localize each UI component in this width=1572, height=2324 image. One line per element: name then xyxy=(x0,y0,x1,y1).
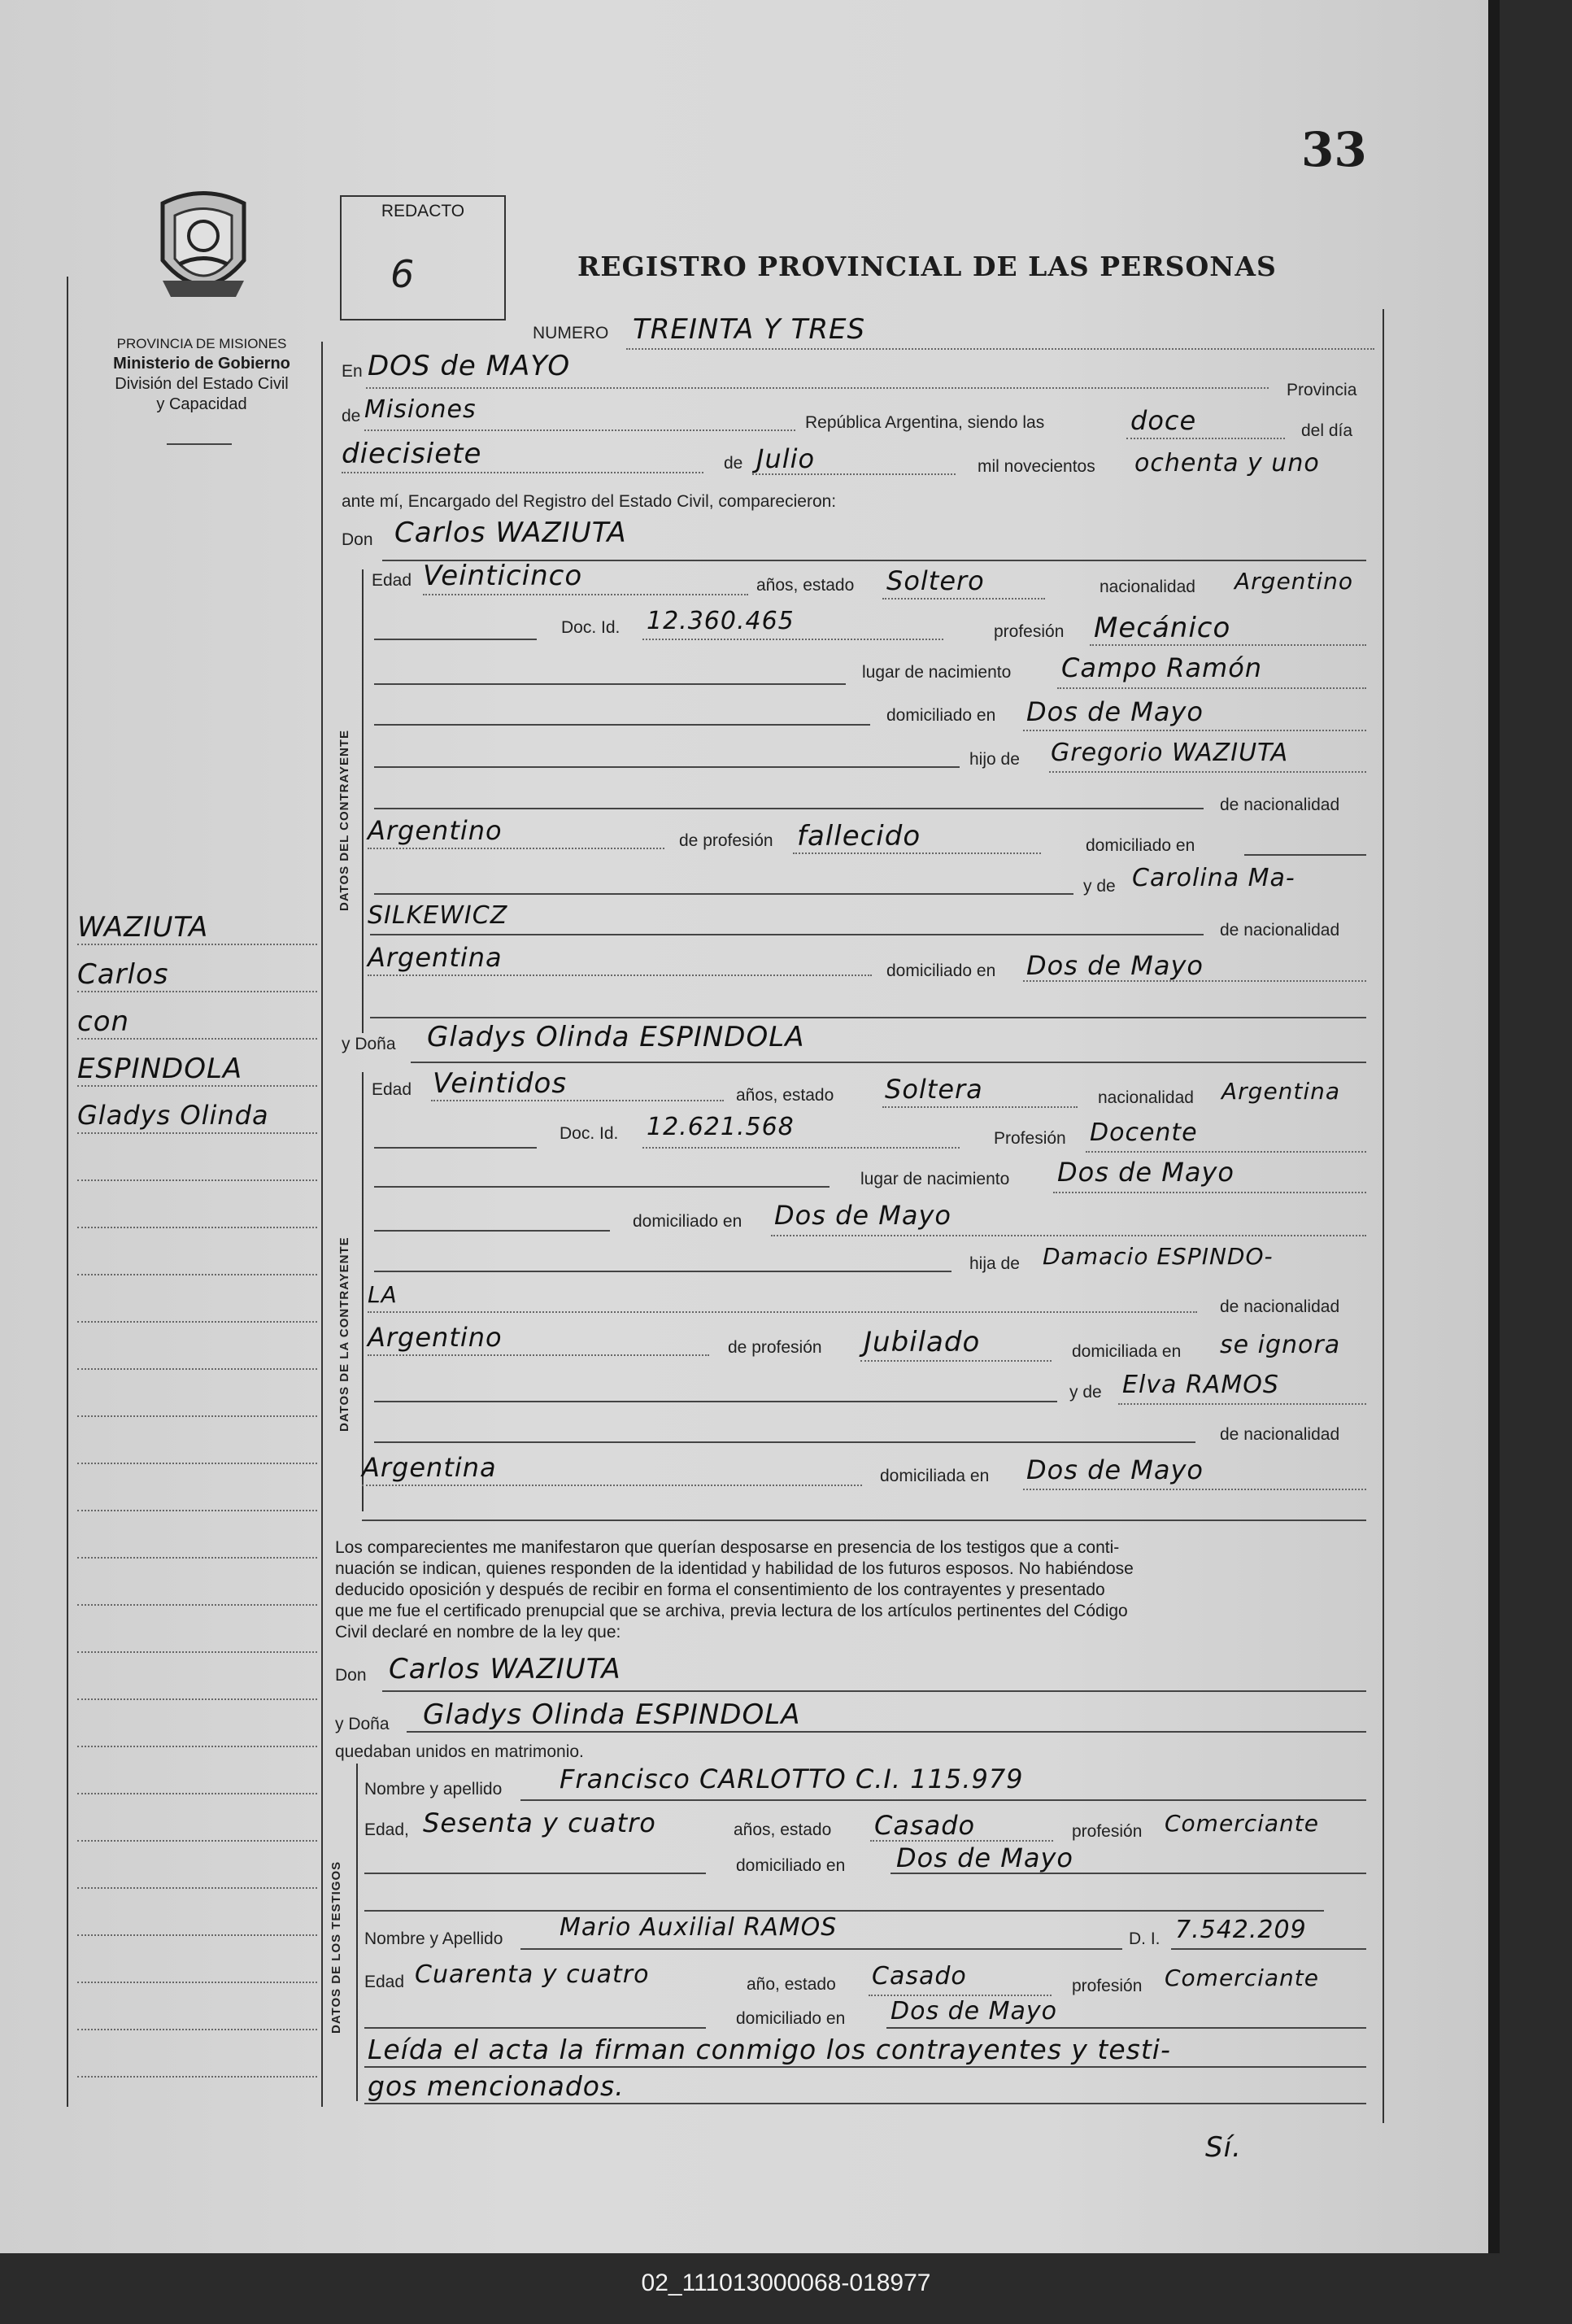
doc-label: Doc. Id. xyxy=(561,618,621,637)
dom3-label: domiciliado en xyxy=(886,961,996,980)
contrayenta-profesion: Docente xyxy=(1090,1118,1198,1147)
t1-nombre-label: Nombre y apellido xyxy=(364,1780,503,1799)
sidebar-note-surname2: ESPINDOLA xyxy=(77,1053,243,1085)
si-note: Sí. xyxy=(1205,2131,1242,2164)
sidebar-rule xyxy=(77,1604,317,1606)
dom3-label-2: domiciliada en xyxy=(880,1467,990,1485)
contrayenta-doc: 12.621.568 xyxy=(647,1113,795,1141)
sidebar-rule xyxy=(77,1934,317,1936)
mil-label: mil novecientos xyxy=(978,457,1095,476)
sidebar-rule xyxy=(77,1085,317,1087)
sidebar-rule xyxy=(77,1698,317,1700)
sidebar-rule xyxy=(77,1651,317,1653)
page-number: 33 xyxy=(1301,122,1367,177)
lugar-label-2: lugar de nacimiento xyxy=(860,1170,1010,1188)
org-capacity: y Capacidad xyxy=(156,395,247,413)
declaracion-line-3: deducido oposición y después de recibir en forma el consentimiento de los contrayentes y presentado xyxy=(335,1581,1105,1599)
dom-label-2: domiciliado en xyxy=(633,1212,742,1231)
sidebar-rule xyxy=(77,1415,317,1417)
t1-prof-label: profesión xyxy=(1072,1822,1143,1841)
sidebar-rule xyxy=(77,1227,317,1228)
contrayente-doc: 12.360.465 xyxy=(647,607,795,635)
contrayente-profesion: Mecánico xyxy=(1094,612,1231,644)
sidebar-rule xyxy=(77,1557,317,1559)
estado-label-2: años, estado xyxy=(736,1086,834,1105)
nac-label-2: nacionalidad xyxy=(1098,1088,1194,1107)
t2-profesion: Comerciante xyxy=(1165,1964,1319,1991)
de-mes-label: de xyxy=(724,454,743,473)
ante-label: ante mí, Encargado del Registro del Estado Civil, comparecieron: xyxy=(342,492,837,511)
sidebar-rule xyxy=(77,1321,317,1323)
contrayente-madre-dom: Dos de Mayo xyxy=(1026,950,1204,981)
t1-edad-label: Edad, xyxy=(364,1820,409,1839)
profesion-label-2: Profesión xyxy=(994,1129,1066,1148)
sidebar-rule xyxy=(77,991,317,992)
hijo-label: hijo de xyxy=(969,750,1020,769)
del-dia-label: del día xyxy=(1301,421,1353,440)
lugar-label: lugar de nacimiento xyxy=(862,663,1012,682)
contrayente-madre-2: SILKEWICZ xyxy=(368,901,508,930)
doc-label-2: Doc. Id. xyxy=(560,1124,619,1143)
de-prof-label: de profesión xyxy=(679,831,773,850)
contrayenta-lugar: Dos de Mayo xyxy=(1057,1157,1235,1188)
y-de-label: y de xyxy=(1083,877,1116,896)
sidebar-rule xyxy=(77,1132,317,1134)
de-nac2-label: de nacionalidad xyxy=(1220,921,1340,940)
coat-of-arms-icon xyxy=(146,187,260,317)
sidebar-rule xyxy=(77,1038,317,1040)
sidebar-rule xyxy=(77,1368,317,1370)
contrayente-madre-nac: Argentina xyxy=(368,942,503,973)
t2-estado-label: año, estado xyxy=(747,1975,836,1994)
hija-label: hija de xyxy=(969,1254,1020,1273)
sidebar-note-con: con xyxy=(77,1005,130,1038)
cierre-line-2: gos mencionados. xyxy=(368,2070,625,2102)
republica-label: República Argentina, siendo las xyxy=(805,413,1045,432)
declaracion-line-4: que me fue el certificado prenupcial que se archiva, previa lectura de los artículos pertinentes del Código xyxy=(335,1602,1128,1620)
t1-estado-label: años, estado xyxy=(734,1820,832,1839)
dom2-label-2: domiciliada en xyxy=(1072,1342,1182,1361)
contrayente-domicilio: Dos de Mayo xyxy=(1026,696,1204,727)
sidebar-rule xyxy=(77,2029,317,2030)
provincia-label: Provincia xyxy=(1287,381,1357,399)
contrayenta-estado: Soltera xyxy=(885,1074,983,1105)
t1-domicilio: Dos de Mayo xyxy=(896,1842,1073,1873)
edad-label-2: Edad xyxy=(372,1080,412,1099)
sidebar-rule xyxy=(77,2076,317,2078)
contrayenta-edad: Veintidos xyxy=(433,1067,568,1100)
t1-nombre: Francisco CARLOTTO C.I. 115.979 xyxy=(560,1764,1024,1794)
contrayenta-nac: Argentina xyxy=(1221,1078,1341,1105)
y-de-label-2: y de xyxy=(1069,1383,1102,1402)
redacto-value: 6 xyxy=(390,252,415,296)
sidebar-rule xyxy=(77,1982,317,1983)
t1-edad: Sesenta y cuatro xyxy=(423,1807,656,1838)
sidebar-rule xyxy=(77,1840,317,1842)
sidebar-rule xyxy=(77,1510,317,1511)
contrayente-edad: Veinticinco xyxy=(423,560,583,592)
contrayente-madre: Carolina Ma- xyxy=(1132,864,1295,892)
t2-prof-label: profesión xyxy=(1072,1977,1143,1995)
org-province: PROVINCIA DE MISIONES xyxy=(116,336,287,351)
dom2-label: domiciliado en xyxy=(1086,836,1195,855)
t2-domicilio: Dos de Mayo xyxy=(891,1997,1058,2025)
contrayenta-nombre: Gladys Olinda ESPINDOLA xyxy=(427,1021,805,1053)
contrayenta-padre-2: LA xyxy=(368,1281,398,1308)
redacto-label: REDACTO xyxy=(381,202,465,220)
don-label: Don xyxy=(342,530,373,549)
decl-dona: Gladys Olinda ESPINDOLA xyxy=(423,1698,801,1731)
profesion-label: profesión xyxy=(994,622,1065,641)
numero-label: NUMERO xyxy=(533,324,609,342)
section-label-contrayenta: DATOS DE LA CONTRAYENTE xyxy=(337,1236,351,1432)
dona-label: y Doña xyxy=(342,1035,396,1053)
de-nac-label-2: de nacionalidad xyxy=(1220,1297,1340,1316)
t2-di-label: D. I. xyxy=(1129,1929,1160,1948)
section-label-testigos: DATOS DE LOS TESTIGOS xyxy=(329,1860,343,2034)
org-division: División del Estado Civil xyxy=(115,375,289,393)
dia-value: diecisiete xyxy=(342,438,482,470)
de-prof-label-2: de profesión xyxy=(728,1338,822,1357)
decl-unidos: quedaban unidos en matrimonio. xyxy=(335,1742,584,1761)
sidebar-rule xyxy=(77,1887,317,1889)
t2-nombre: Mario Auxilial RAMOS xyxy=(560,1913,838,1942)
declaracion-line-1: Los comparecientes me manifestaron que querían desposarse en presencia de los testigos que a conti- xyxy=(335,1538,1120,1557)
edad-label: Edad xyxy=(372,571,412,590)
en-value: DOS de MAYO xyxy=(368,350,571,382)
contrayente-padre-prof: fallecido xyxy=(797,820,921,852)
t1-dom-label: domiciliado en xyxy=(736,1856,846,1875)
contrayenta-domicilio: Dos de Mayo xyxy=(774,1200,951,1231)
en-label: En xyxy=(342,362,363,381)
declaracion-text xyxy=(335,1537,1376,1643)
contrayente-nombre: Carlos WAZIUTA xyxy=(394,517,627,549)
t2-estado: Casado xyxy=(872,1962,967,1990)
contrayenta-padre-dom: se ignora xyxy=(1220,1331,1341,1359)
anio-value: ochenta y uno xyxy=(1134,449,1320,477)
t1-profesion: Comerciante xyxy=(1165,1810,1319,1837)
contrayenta-madre: Elva RAMOS xyxy=(1122,1371,1279,1399)
decl-dona-label: y Doña xyxy=(335,1715,390,1733)
contrayente-padre: Gregorio WAZIUTA xyxy=(1051,739,1289,767)
sidebar-rule xyxy=(77,1746,317,1747)
declaracion-line-2: nuación se indican, quienes responden de la identidad y habilidad de los futuros esposos. No habiéndose xyxy=(335,1559,1134,1578)
contrayente-nac: Argentino xyxy=(1235,568,1354,595)
t2-nombre-label: Nombre y Apellido xyxy=(364,1929,503,1948)
de-label: de xyxy=(342,407,361,425)
t1-estado: Casado xyxy=(874,1810,976,1841)
sidebar-rule xyxy=(77,1179,317,1181)
redacto-box xyxy=(340,195,506,320)
t2-edad-label: Edad xyxy=(364,1973,405,1991)
section-label-contrayente: DATOS DEL CONTRAYENTE xyxy=(337,730,351,911)
cierre-line-1: Leída el acta la firman conmigo los contrayentes y testi- xyxy=(368,2034,1171,2065)
t2-di: 7.542.209 xyxy=(1175,1916,1307,1944)
sidebar-rule xyxy=(77,1274,317,1275)
sidebar-rule xyxy=(77,1463,317,1464)
numero-value: TREINTA Y TRES xyxy=(633,313,866,346)
decl-don-label: Don xyxy=(335,1666,367,1685)
sidebar-rule xyxy=(77,944,317,945)
declaracion-line-5: Civil declaré en nombre de la ley que: xyxy=(335,1623,621,1642)
provincia-value: Misiones xyxy=(364,395,477,424)
contrayenta-padre: Damacio ESPINDO- xyxy=(1043,1243,1274,1270)
estado-label: años, estado xyxy=(756,576,855,595)
sidebar-note-name: Carlos xyxy=(77,958,169,991)
contrayenta-padre-prof: Jubilado xyxy=(864,1326,981,1358)
mes-value: Julio xyxy=(756,443,816,474)
contrayenta-padre-nac: Argentino xyxy=(368,1322,503,1353)
contrayente-lugar: Campo Ramón xyxy=(1061,652,1263,683)
de-nac2-label-2: de nacionalidad xyxy=(1220,1425,1340,1444)
org-ministry: Ministerio de Gobierno xyxy=(113,355,290,373)
t2-dom-label: domiciliado en xyxy=(736,2009,846,2028)
sidebar-note-surname: WAZIUTA xyxy=(77,911,209,944)
hora-value: doce xyxy=(1130,405,1197,436)
sidebar-note-name2: Gladys Olinda xyxy=(77,1100,269,1131)
de-nac-label: de nacionalidad xyxy=(1220,796,1340,814)
t2-edad: Cuarenta y cuatro xyxy=(415,1960,650,1989)
page-title: REGISTRO PROVINCIAL DE LAS PERSONAS xyxy=(577,251,1277,282)
sidebar-rule xyxy=(77,1793,317,1794)
sidebar-org xyxy=(72,334,332,415)
nac-label: nacionalidad xyxy=(1100,578,1195,596)
image-id-footer: 02_111013000068-018977 xyxy=(641,2269,931,2296)
contrayenta-madre-nac: Argentina xyxy=(362,1452,497,1483)
dom-label: domiciliado en xyxy=(886,706,996,725)
contrayente-estado: Soltero xyxy=(886,565,985,596)
contrayenta-madre-dom: Dos de Mayo xyxy=(1026,1454,1204,1485)
contrayente-padre-nac: Argentino xyxy=(368,815,503,846)
decl-don: Carlos WAZIUTA xyxy=(389,1653,621,1685)
